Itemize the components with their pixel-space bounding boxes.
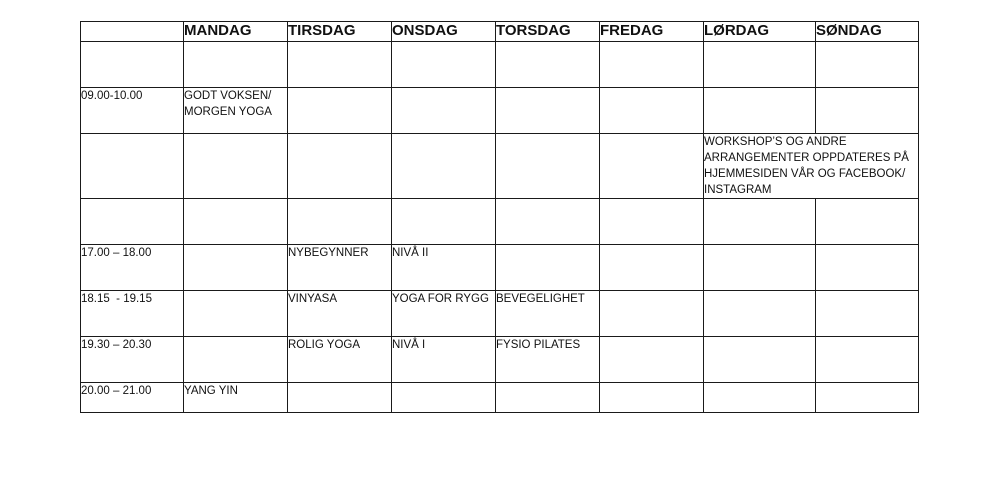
day-header-onsdag: ONSDAG [392, 22, 496, 42]
class-cell: YANG YIN [184, 383, 288, 413]
class-cell [704, 199, 816, 245]
time-cell: 18.15 - 19.15 [81, 291, 184, 337]
time-cell [81, 199, 184, 245]
class-cell [816, 291, 919, 337]
class-cell [600, 245, 704, 291]
time-cell: 09.00-10.00 [81, 88, 184, 134]
class-cell [392, 383, 496, 413]
class-cell: FYSIO PILATES [496, 337, 600, 383]
day-header-lordag: LØRDAG [704, 22, 816, 42]
class-cell [288, 42, 392, 88]
class-cell: BEVEGELIGHET [496, 291, 600, 337]
class-cell [496, 383, 600, 413]
class-cell [704, 337, 816, 383]
class-cell [184, 337, 288, 383]
class-cell: NYBEGYNNER [288, 245, 392, 291]
header-row [81, 22, 919, 42]
class-cell [600, 88, 704, 134]
class-cell [816, 88, 919, 134]
time-cell [81, 42, 184, 88]
class-cell [496, 245, 600, 291]
class-cell [288, 199, 392, 245]
class-cell [600, 383, 704, 413]
schedule-row [81, 88, 919, 134]
class-cell [704, 383, 816, 413]
day-header-torsdag: TORSDAG [496, 22, 600, 42]
class-cell [288, 383, 392, 413]
class-cell [184, 42, 288, 88]
header-corner-cell [81, 22, 184, 42]
schedule-row [81, 134, 919, 199]
time-cell: 20.00 – 21.00 [81, 383, 184, 413]
weekly-schedule-table [80, 21, 919, 413]
class-cell [704, 88, 816, 134]
class-cell: VINYASA [288, 291, 392, 337]
class-cell [816, 42, 919, 88]
workshop-note: WORKSHOP’S OG ANDRE ARRANGEMENTER OPPDATERES PÅ HJEMMESIDEN VÅR OG FACEBOOK/ INSTAGRAM [704, 134, 919, 199]
class-cell: NIVÅ II [392, 245, 496, 291]
class-cell [184, 245, 288, 291]
schedule-row [81, 337, 919, 383]
class-cell [184, 291, 288, 337]
class-cell [704, 291, 816, 337]
class-cell: NIVÅ I [392, 337, 496, 383]
day-header-mandag: MANDAG [184, 22, 288, 42]
class-cell [704, 245, 816, 291]
class-cell [496, 199, 600, 245]
class-cell [816, 383, 919, 413]
class-cell [816, 245, 919, 291]
class-cell [600, 291, 704, 337]
schedule-row [81, 383, 919, 413]
class-cell [600, 337, 704, 383]
class-cell [184, 134, 288, 199]
class-cell: GODT VOKSEN/ MORGEN YOGA [184, 88, 288, 134]
class-cell [496, 88, 600, 134]
class-cell [704, 42, 816, 88]
class-cell [816, 199, 919, 245]
schedule-row [81, 291, 919, 337]
schedule-row [81, 199, 919, 245]
day-header-tirsdag: TIRSDAG [288, 22, 392, 42]
class-cell [496, 42, 600, 88]
time-cell [81, 134, 184, 199]
class-cell [392, 199, 496, 245]
day-header-fredag: FREDAG [600, 22, 704, 42]
day-header-sondag: SØNDAG [816, 22, 919, 42]
class-cell [288, 88, 392, 134]
class-cell [392, 134, 496, 199]
class-cell: ROLIG YOGA [288, 337, 392, 383]
class-cell [600, 199, 704, 245]
class-cell [392, 42, 496, 88]
class-cell: YOGA FOR RYGG [392, 291, 496, 337]
class-cell [600, 42, 704, 88]
time-cell: 19.30 – 20.30 [81, 337, 184, 383]
schedule-row [81, 245, 919, 291]
class-cell [600, 134, 704, 199]
class-cell [392, 88, 496, 134]
class-cell [816, 337, 919, 383]
class-cell [496, 134, 600, 199]
time-cell: 17.00 – 18.00 [81, 245, 184, 291]
class-cell [288, 134, 392, 199]
class-cell [184, 199, 288, 245]
schedule-row [81, 42, 919, 88]
